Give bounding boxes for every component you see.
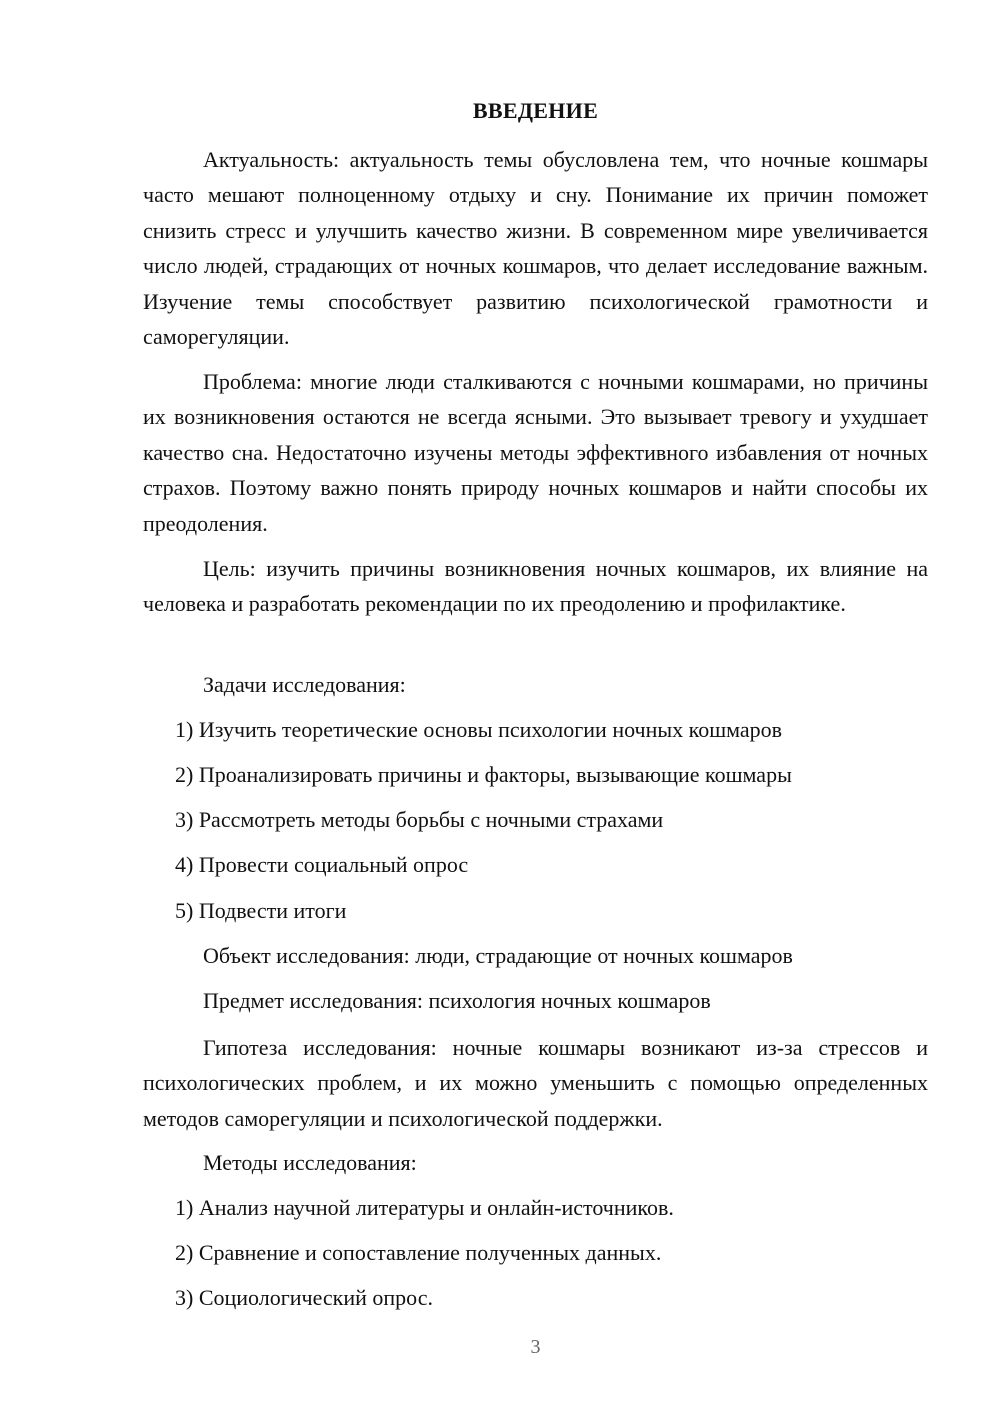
research-object: Объект исследования: люди, страдающие от ночных кошмаров (203, 943, 793, 968)
page-number: 3 (530, 1336, 541, 1358)
hypothesis-paragraph: Гипотеза исследования: ночные кошмары возникают из-за стрессов и психологических проблем, и их можно уменьшить с помощью определенных методов саморегуляции и психологической поддержки. (143, 1035, 928, 1131)
tasks-heading: Задачи исследования: (203, 672, 406, 697)
task-item-3: 3) Рассмотреть методы борьбы с ночными страхами (175, 807, 664, 832)
methods-heading: Методы исследования: (203, 1150, 417, 1175)
relevance-paragraph: Актуальность: актуальность темы обусловлена тем, что ночные кошмары часто мешают полноценному отдыху и сну. Понимание их причин поможет снизить стресс и улучшить качество жизни. В современном мире увеличивается число людей, страдающих от ночных кошмаров, что делает исследование важным. Изучение темы способствует развитию психологической грамотности и саморегуляции. (143, 147, 928, 350)
section-title: ВВЕДЕНИЕ (472, 98, 599, 123)
task-item-2: 2) Проанализировать причины и факторы, вызывающие кошмары (175, 762, 792, 787)
method-item-1: 1) Анализ научной литературы и онлайн-источников. (175, 1195, 674, 1220)
goal-paragraph: Цель: изучить причины возникновения ночных кошмаров, их влияние на человека и разработать рекомендации по их преодолению и профилактике. (143, 556, 928, 617)
document-page (143, 0, 928, 1414)
problem-paragraph: Проблема: многие люди сталкиваются с ночными кошмарами, но причины их возникновения остаются не всегда ясными. Это вызывает тревогу и ухудшает качество сна. Недостаточно изучены методы эффективного избавления от ночных страхов. Поэтому важно понять природу ночных кошмаров и найти способы их преодоления. (143, 369, 928, 536)
task-item-4: 4) Провести социальный опрос (175, 852, 469, 877)
task-item-1: 1) Изучить теоретические основы психологии ночных кошмаров (175, 717, 783, 742)
task-item-5: 5) Подвести итоги (175, 898, 347, 923)
method-item-2: 2) Сравнение и сопоставление полученных данных. (175, 1240, 662, 1265)
research-subject: Предмет исследования: психология ночных кошмаров (203, 988, 711, 1013)
method-item-3: 3) Социологический опрос. (175, 1285, 433, 1310)
